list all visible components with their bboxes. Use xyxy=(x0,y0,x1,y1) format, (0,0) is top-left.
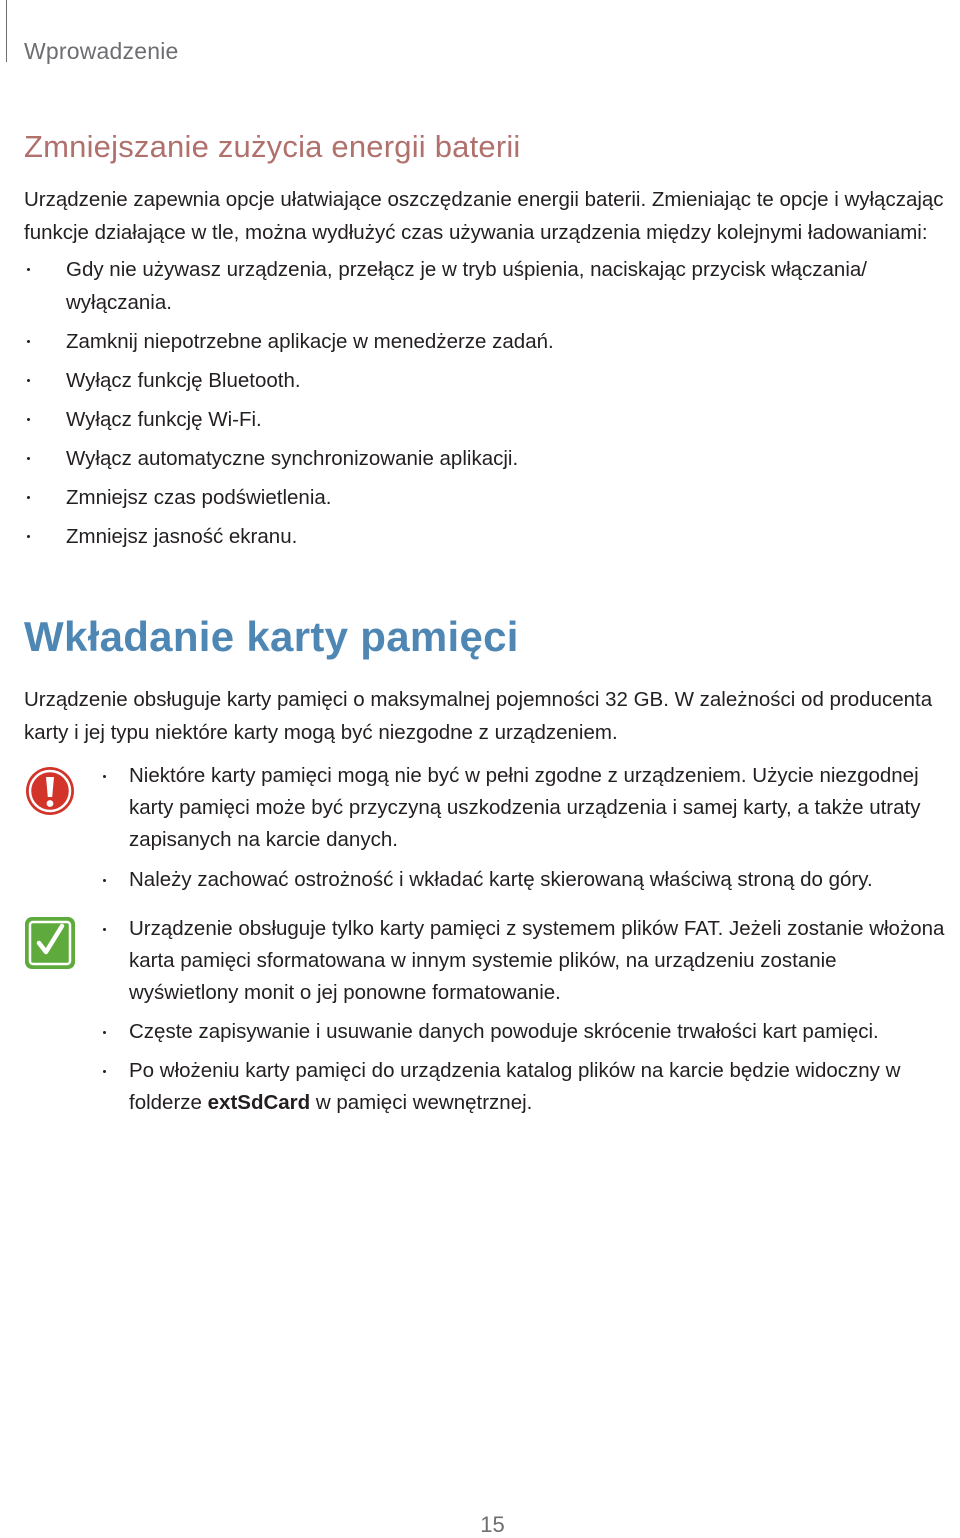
list-item-text: Częste zapisywanie i usuwanie danych powoduje skrócenie trwałości kart pamięci. xyxy=(129,1020,879,1043)
list-item xyxy=(24,253,944,319)
list-item-text: Urządzenie obsługuje tylko karty pamięci z systemem plików FAT. Jeżeli zostanie włożona karta pamięci sformatowana w innym systemie plików, na urządzeniu zostanie wyświetlony monit o jej ponowne formatowanie. xyxy=(129,917,945,1004)
list-item xyxy=(24,442,944,475)
list-item xyxy=(24,325,944,358)
battery-tips-list xyxy=(24,253,944,559)
note-icon xyxy=(24,916,76,970)
bullet-icon xyxy=(103,1031,106,1034)
list-item-text: Zamknij niepotrzebne aplikacje w menedżerze zadań. xyxy=(66,330,554,353)
bullet-icon xyxy=(27,457,30,460)
bullet-icon xyxy=(27,379,30,382)
list-item xyxy=(100,913,950,1009)
running-header: Wprowadzenie xyxy=(24,38,179,64)
list-item-text-after: w pamięci wewnętrznej. xyxy=(310,1091,533,1114)
list-item-text-before: Po włożeniu karty pamięci do urządzenia katalog plików na karcie będzie widoczny w folderze xyxy=(129,1059,901,1114)
bullet-icon xyxy=(103,928,106,931)
folder-name: extSdCard xyxy=(207,1091,311,1114)
bullet-icon xyxy=(103,775,106,778)
bullet-icon xyxy=(27,418,30,421)
bullet-icon xyxy=(27,340,30,343)
list-item xyxy=(100,1055,950,1119)
list-item xyxy=(100,1016,950,1048)
list-item xyxy=(100,864,950,896)
list-item-text: Zmniejsz jasność ekranu. xyxy=(66,525,298,548)
page-number: 15 xyxy=(480,1512,505,1537)
list-item xyxy=(100,760,950,856)
bullet-icon xyxy=(27,535,30,538)
bullet-icon xyxy=(103,879,106,882)
list-item-text: Gdy nie używasz urządzenia, przełącz je w tryb uśpienia, naciskając przycisk włączania/ wyłączania. xyxy=(66,258,867,314)
bullet-icon xyxy=(103,1070,106,1073)
bullet-icon xyxy=(27,496,30,499)
list-item xyxy=(24,520,944,553)
list-item xyxy=(24,481,944,514)
memory-card-intro: Urządzenie obsługuje karty pamięci o maksymalnej pojemności 32 GB. W zależności od producenta karty i jej typu niektóre karty mogą być niezgodne z urządzeniem. xyxy=(24,688,933,744)
list-item-text: Należy zachować ostrożność i wkładać kartę skierowaną właściwą stroną do góry. xyxy=(129,868,873,891)
battery-section-title: Zmniejszanie zużycia energii baterii xyxy=(24,129,521,164)
list-item xyxy=(24,364,944,397)
bullet-icon xyxy=(27,268,30,271)
note-list xyxy=(100,913,950,1126)
list-item-text: Wyłącz funkcję Bluetooth. xyxy=(66,369,301,392)
list-item xyxy=(24,403,944,436)
memory-card-section-title: Wkładanie karty pamięci xyxy=(24,613,519,660)
warning-list xyxy=(100,760,950,904)
list-item-text: Wyłącz funkcję Wi-Fi. xyxy=(66,408,262,431)
warning-icon xyxy=(24,765,76,817)
margin-rule xyxy=(6,0,7,62)
list-item-text: Niektóre karty pamięci mogą nie być w pełni zgodne z urządzeniem. Użycie niezgodnej karty pamięci może być przyczyną uszkodzenia urządzenia i samej karty, a także utraty zapisanych na karcie danych. xyxy=(129,764,921,851)
list-item-text: Zmniejsz czas podświetlenia. xyxy=(66,486,332,509)
battery-intro: Urządzenie zapewnia opcje ułatwiające oszczędzanie energii baterii. Zmieniając te opcje i wyłączając funkcje działające w tle, można wydłużyć czas używania urządzenia między kolejnymi ładowaniami: xyxy=(24,188,944,244)
list-item-text: Wyłącz automatyczne synchronizowanie aplikacji. xyxy=(66,447,519,470)
